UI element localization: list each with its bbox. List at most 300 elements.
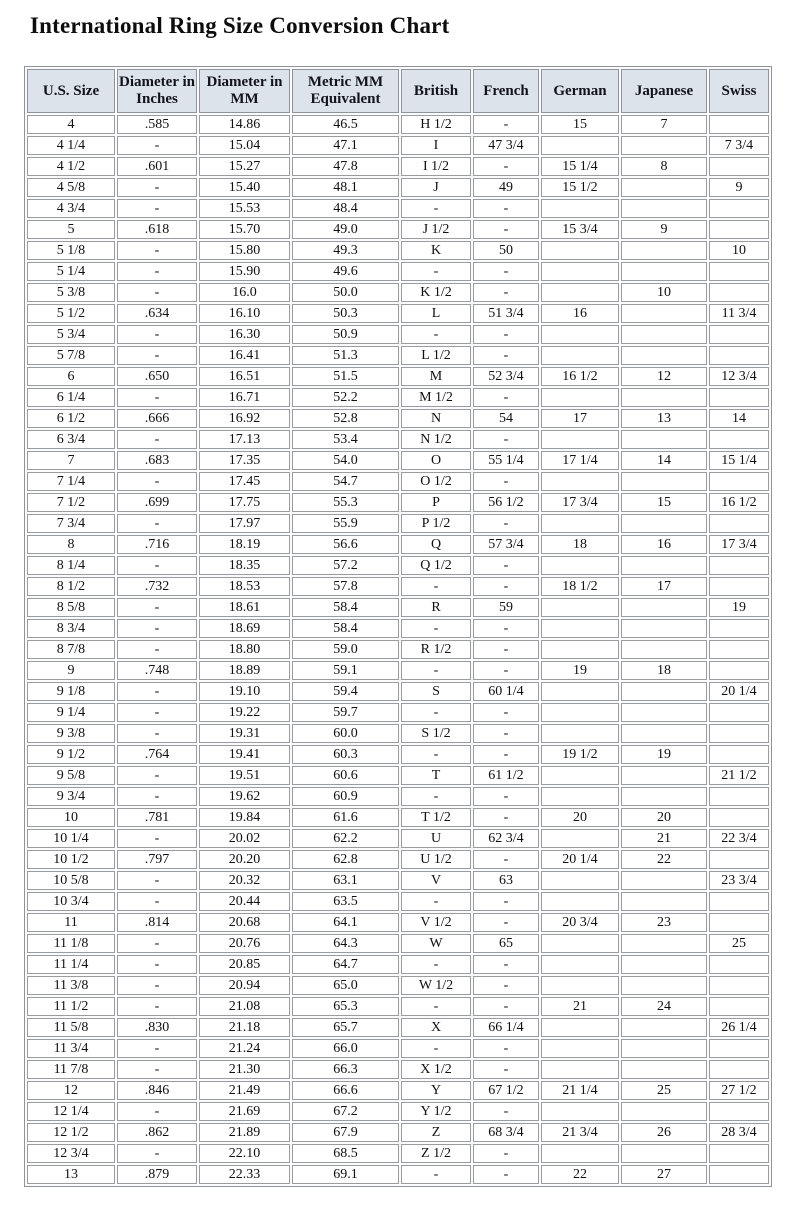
cell: .764 (117, 745, 197, 764)
cell: - (473, 976, 539, 995)
table-row (27, 157, 769, 176)
cell: 10 (27, 808, 115, 827)
cell: 17.97 (199, 514, 290, 533)
cell: 11 3/4 (709, 304, 769, 323)
cell (541, 1060, 619, 1079)
cell: 5 1/2 (27, 304, 115, 323)
table-row (27, 640, 769, 659)
cell: 55.3 (292, 493, 399, 512)
cell (621, 724, 707, 743)
cell: 9 3/4 (27, 787, 115, 806)
table-row (27, 871, 769, 890)
cell: - (473, 1102, 539, 1121)
cell: 15 1/2 (541, 178, 619, 197)
cell (541, 640, 619, 659)
cell: 58.4 (292, 598, 399, 617)
cell: 4 5/8 (27, 178, 115, 197)
cell: 16 (621, 535, 707, 554)
cell: 18 (541, 535, 619, 554)
cell: 11 (27, 913, 115, 932)
cell: 14 (709, 409, 769, 428)
cell: - (117, 724, 197, 743)
cell: 5 (27, 220, 115, 239)
table-row (27, 115, 769, 134)
cell (621, 640, 707, 659)
cell: 21.89 (199, 1123, 290, 1142)
cell: 7 (27, 451, 115, 470)
cell: 49.6 (292, 262, 399, 281)
cell: 17.13 (199, 430, 290, 449)
cell: 11 1/2 (27, 997, 115, 1016)
table-row (27, 829, 769, 848)
table-row (27, 682, 769, 701)
cell: - (473, 472, 539, 491)
cell (709, 913, 769, 932)
cell: 21 (621, 829, 707, 848)
table-row (27, 220, 769, 239)
cell: .666 (117, 409, 197, 428)
cell: 28 3/4 (709, 1123, 769, 1142)
cell: L 1/2 (401, 346, 471, 365)
cell: 4 1/2 (27, 157, 115, 176)
cell: 52 3/4 (473, 367, 539, 386)
cell: - (117, 640, 197, 659)
cell: R (401, 598, 471, 617)
cell (541, 241, 619, 260)
cell: .797 (117, 850, 197, 869)
cell: P (401, 493, 471, 512)
cell: - (473, 556, 539, 575)
table-row (27, 388, 769, 407)
cell: S (401, 682, 471, 701)
cell: 65.0 (292, 976, 399, 995)
cell: Z (401, 1123, 471, 1142)
cell (541, 1018, 619, 1037)
cell (709, 388, 769, 407)
cell (709, 514, 769, 533)
cell: - (473, 1039, 539, 1058)
cell: 5 1/4 (27, 262, 115, 281)
cell: 18.35 (199, 556, 290, 575)
cell (541, 619, 619, 638)
cell: 20.20 (199, 850, 290, 869)
table-row (27, 556, 769, 575)
cell: 15.40 (199, 178, 290, 197)
cell: 64.1 (292, 913, 399, 932)
cell: 11 3/8 (27, 976, 115, 995)
cell: 11 1/4 (27, 955, 115, 974)
cell: 16.41 (199, 346, 290, 365)
cell: 59.0 (292, 640, 399, 659)
cell: 10 1/4 (27, 829, 115, 848)
cell: - (473, 640, 539, 659)
cell (541, 598, 619, 617)
cell: J 1/2 (401, 220, 471, 239)
cell: 18.19 (199, 535, 290, 554)
cell: 10 1/2 (27, 850, 115, 869)
cell: 16.51 (199, 367, 290, 386)
cell: - (117, 619, 197, 638)
cell: 65.3 (292, 997, 399, 1016)
table-row (27, 304, 769, 323)
cell: - (473, 577, 539, 596)
cell (709, 283, 769, 302)
cell: 19 (709, 598, 769, 617)
cell: 21 (541, 997, 619, 1016)
cell (621, 346, 707, 365)
cell: - (473, 325, 539, 344)
cell (621, 262, 707, 281)
cell: 22 3/4 (709, 829, 769, 848)
table-body (27, 115, 769, 1184)
cell (541, 724, 619, 743)
cell (541, 283, 619, 302)
table-row (27, 598, 769, 617)
cell: - (401, 262, 471, 281)
cell: 22 (541, 1165, 619, 1184)
cell: 47.8 (292, 157, 399, 176)
cell (541, 871, 619, 890)
cell: 21.18 (199, 1018, 290, 1037)
cell: 60.0 (292, 724, 399, 743)
cell: 59.4 (292, 682, 399, 701)
cell: 19.41 (199, 745, 290, 764)
cell (541, 346, 619, 365)
cell: - (401, 577, 471, 596)
cell: 4 1/4 (27, 136, 115, 155)
column-header: German (541, 69, 619, 113)
column-header: Japanese (621, 69, 707, 113)
cell: 8 7/8 (27, 640, 115, 659)
cell: - (473, 745, 539, 764)
table-row (27, 1123, 769, 1142)
cell: - (401, 892, 471, 911)
cell: 18 (621, 661, 707, 680)
table-row (27, 199, 769, 218)
cell: 17.45 (199, 472, 290, 491)
cell: - (473, 346, 539, 365)
cell: 21.30 (199, 1060, 290, 1079)
cell: O 1/2 (401, 472, 471, 491)
cell: 65 (473, 934, 539, 953)
cell: 48.1 (292, 178, 399, 197)
cell: - (473, 1165, 539, 1184)
cell: 49.3 (292, 241, 399, 260)
table-row (27, 451, 769, 470)
table-row (27, 430, 769, 449)
cell (709, 1165, 769, 1184)
cell: 7 3/4 (27, 514, 115, 533)
cell: 17 3/4 (541, 493, 619, 512)
cell: 64.7 (292, 955, 399, 974)
cell (621, 934, 707, 953)
table-row (27, 1165, 769, 1184)
cell: 20.76 (199, 934, 290, 953)
column-header: Swiss (709, 69, 769, 113)
table-row (27, 1060, 769, 1079)
cell (709, 892, 769, 911)
cell: 12 1/2 (27, 1123, 115, 1142)
cell: V (401, 871, 471, 890)
cell: W 1/2 (401, 976, 471, 995)
cell: U (401, 829, 471, 848)
cell: 23 3/4 (709, 871, 769, 890)
cell: 26 (621, 1123, 707, 1142)
cell: 19.84 (199, 808, 290, 827)
cell (541, 514, 619, 533)
cell: 24 (621, 997, 707, 1016)
cell: 20 (621, 808, 707, 827)
table-row (27, 493, 769, 512)
cell (709, 1039, 769, 1058)
table-row (27, 703, 769, 722)
cell: - (401, 661, 471, 680)
cell: - (401, 787, 471, 806)
cell: - (473, 115, 539, 134)
column-header: Diameter in MM (199, 69, 290, 113)
cell (621, 304, 707, 323)
cell: - (117, 871, 197, 890)
cell: 18 1/2 (541, 577, 619, 596)
cell (621, 619, 707, 638)
cell: 8 1/4 (27, 556, 115, 575)
cell: K (401, 241, 471, 260)
cell: 16 (541, 304, 619, 323)
cell: 61 1/2 (473, 766, 539, 785)
cell: - (473, 913, 539, 932)
cell: 20 (541, 808, 619, 827)
cell: 20 1/4 (541, 850, 619, 869)
cell: 8 3/4 (27, 619, 115, 638)
cell: 67 1/2 (473, 1081, 539, 1100)
cell (709, 262, 769, 281)
cell: M (401, 367, 471, 386)
cell: .830 (117, 1018, 197, 1037)
cell: 7 (621, 115, 707, 134)
cell (541, 556, 619, 575)
cell (709, 556, 769, 575)
cell: 48.4 (292, 199, 399, 218)
table-row (27, 472, 769, 491)
cell: - (473, 808, 539, 827)
cell: - (117, 136, 197, 155)
table-row (27, 976, 769, 995)
cell: 64.3 (292, 934, 399, 953)
cell (541, 934, 619, 953)
cell: 9 (709, 178, 769, 197)
cell (541, 430, 619, 449)
cell: 25 (709, 934, 769, 953)
cell: 16.0 (199, 283, 290, 302)
cell: 4 3/4 (27, 199, 115, 218)
cell (621, 871, 707, 890)
cell: 17 (541, 409, 619, 428)
ring-size-conversion-table (24, 66, 772, 1187)
cell: .683 (117, 451, 197, 470)
cell: 9 5/8 (27, 766, 115, 785)
cell: - (117, 346, 197, 365)
cell: .716 (117, 535, 197, 554)
cell: 13 (27, 1165, 115, 1184)
cell: N (401, 409, 471, 428)
table-row (27, 241, 769, 260)
cell: - (117, 787, 197, 806)
cell (621, 430, 707, 449)
cell: 5 7/8 (27, 346, 115, 365)
cell: 49 (473, 178, 539, 197)
cell (621, 241, 707, 260)
cell: - (117, 955, 197, 974)
cell: H 1/2 (401, 115, 471, 134)
cell: 16 1/2 (541, 367, 619, 386)
cell: 17 3/4 (709, 535, 769, 554)
cell (709, 808, 769, 827)
cell (541, 325, 619, 344)
cell: 18.89 (199, 661, 290, 680)
table-row (27, 955, 769, 974)
cell (709, 1060, 769, 1079)
cell (709, 703, 769, 722)
cell (541, 976, 619, 995)
cell: - (117, 178, 197, 197)
cell: 22 (621, 850, 707, 869)
cell: 27 1/2 (709, 1081, 769, 1100)
cell: - (473, 661, 539, 680)
cell: - (117, 1102, 197, 1121)
cell (541, 787, 619, 806)
cell: - (117, 556, 197, 575)
cell (541, 1039, 619, 1058)
cell: 9 (27, 661, 115, 680)
cell (709, 157, 769, 176)
cell: - (117, 598, 197, 617)
table-row (27, 766, 769, 785)
cell: - (117, 682, 197, 701)
cell: 15 (621, 493, 707, 512)
cell: 10 5/8 (27, 871, 115, 890)
cell: - (473, 1060, 539, 1079)
cell: 16.71 (199, 388, 290, 407)
cell (709, 1102, 769, 1121)
cell: 68 3/4 (473, 1123, 539, 1142)
cell: Q 1/2 (401, 556, 471, 575)
cell: 21.49 (199, 1081, 290, 1100)
table-row (27, 745, 769, 764)
cell: - (117, 388, 197, 407)
cell: 18.53 (199, 577, 290, 596)
cell: 62.2 (292, 829, 399, 848)
cell: 15.27 (199, 157, 290, 176)
cell (709, 745, 769, 764)
cell (541, 829, 619, 848)
cell: 59.7 (292, 703, 399, 722)
cell: 50.9 (292, 325, 399, 344)
cell: - (473, 220, 539, 239)
cell: 11 1/8 (27, 934, 115, 953)
cell: 21 3/4 (541, 1123, 619, 1142)
cell: - (117, 892, 197, 911)
cell: - (117, 262, 197, 281)
cell: 20.44 (199, 892, 290, 911)
cell: L (401, 304, 471, 323)
cell: - (473, 1144, 539, 1163)
cell: 23 (621, 913, 707, 932)
cell: 20.85 (199, 955, 290, 974)
cell: 19.10 (199, 682, 290, 701)
cell: 7 3/4 (709, 136, 769, 155)
cell: 62 3/4 (473, 829, 539, 848)
cell (541, 703, 619, 722)
table-row (27, 997, 769, 1016)
cell: 51 3/4 (473, 304, 539, 323)
table-row (27, 661, 769, 680)
cell (621, 787, 707, 806)
cell (709, 850, 769, 869)
cell: - (117, 997, 197, 1016)
cell: 20 1/4 (709, 682, 769, 701)
cell: 4 (27, 115, 115, 134)
column-header: French (473, 69, 539, 113)
cell: - (473, 997, 539, 1016)
cell (709, 955, 769, 974)
cell: 20.94 (199, 976, 290, 995)
cell: - (117, 1039, 197, 1058)
cell (621, 1060, 707, 1079)
cell: 63.5 (292, 892, 399, 911)
cell: 17.35 (199, 451, 290, 470)
cell: V 1/2 (401, 913, 471, 932)
cell: 15 1/4 (709, 451, 769, 470)
cell (621, 703, 707, 722)
cell: - (117, 241, 197, 260)
cell (541, 955, 619, 974)
cell: 15 1/4 (541, 157, 619, 176)
column-header: U.S. Size (27, 69, 115, 113)
table-row (27, 850, 769, 869)
cell: 21 1/2 (709, 766, 769, 785)
cell: 60.9 (292, 787, 399, 806)
cell: .732 (117, 577, 197, 596)
cell: 65.7 (292, 1018, 399, 1037)
cell: 19 (541, 661, 619, 680)
cell (541, 892, 619, 911)
cell: 47.1 (292, 136, 399, 155)
cell: 16.92 (199, 409, 290, 428)
cell: 60 1/4 (473, 682, 539, 701)
cell: .618 (117, 220, 197, 239)
cell: .748 (117, 661, 197, 680)
cell: 62.8 (292, 850, 399, 869)
table-row (27, 787, 769, 806)
cell: - (401, 199, 471, 218)
cell: - (401, 1039, 471, 1058)
cell: 17 1/4 (541, 451, 619, 470)
cell: 19 1/2 (541, 745, 619, 764)
cell (709, 346, 769, 365)
cell: - (117, 766, 197, 785)
cell: 19.51 (199, 766, 290, 785)
cell: T 1/2 (401, 808, 471, 827)
cell (621, 892, 707, 911)
cell: 19 (621, 745, 707, 764)
cell: .650 (117, 367, 197, 386)
cell: 8 (621, 157, 707, 176)
cell: 11 5/8 (27, 1018, 115, 1037)
cell: - (117, 472, 197, 491)
cell: 49.0 (292, 220, 399, 239)
cell: - (473, 388, 539, 407)
cell: 19.62 (199, 787, 290, 806)
